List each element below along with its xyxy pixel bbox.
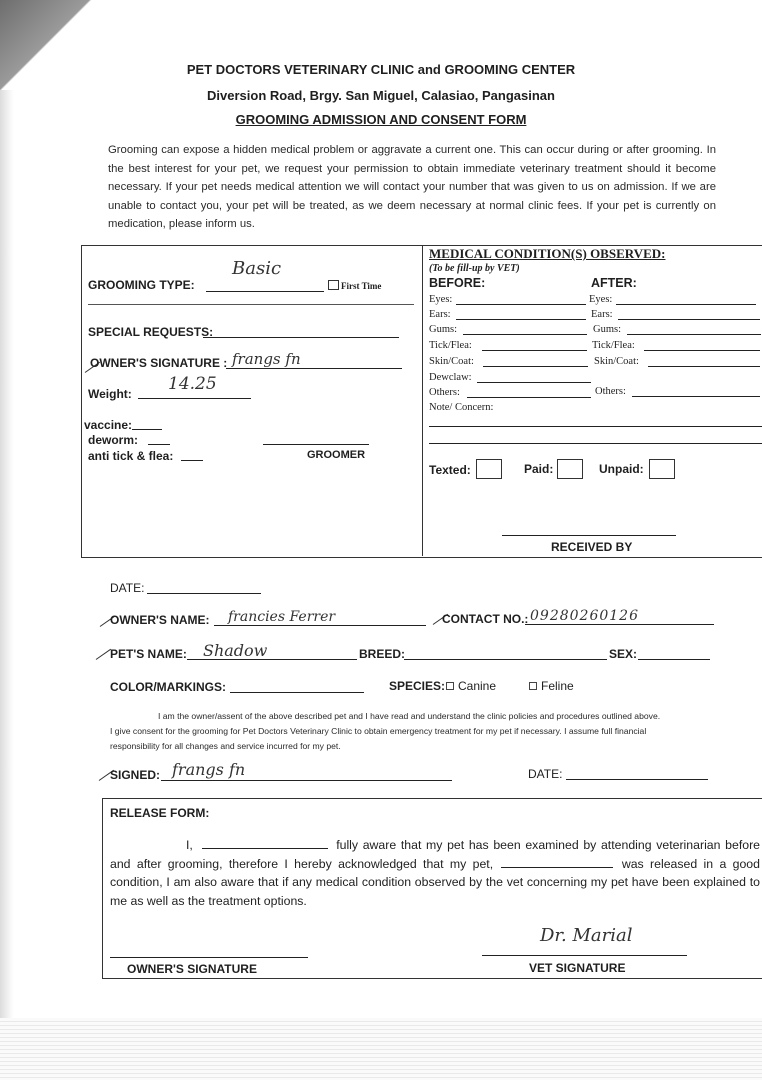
owner-name-label: OWNER'S NAME: <box>110 613 210 627</box>
owner-signature-line <box>226 368 402 369</box>
grooming-type-extra-line <box>88 304 414 305</box>
after-skin-coat-label: Skin/Coat: <box>594 356 639 367</box>
groomer-label: GROOMER <box>307 449 366 461</box>
after-tick-flea-line[interactable] <box>644 350 760 351</box>
before-tick-flea-label: Tick/Flea: <box>429 340 472 351</box>
after-label: AFTER: <box>591 276 637 290</box>
weight-value[interactable]: 14.25 <box>168 374 217 394</box>
consent-paragraph <box>110 709 722 755</box>
after-eyes-line[interactable] <box>616 304 756 305</box>
consent-line-3: responsibility for all changes and service incurred for my pet. <box>110 741 341 752</box>
sex-line[interactable] <box>638 659 710 660</box>
dewclaw-line[interactable] <box>477 382 591 383</box>
scan-bottom-edge <box>0 1018 762 1080</box>
release-owner-signature-line[interactable] <box>110 957 308 958</box>
note-line-1[interactable] <box>429 426 762 427</box>
anti-tick-flea-label: anti tick & flea: <box>88 449 174 463</box>
before-eyes-label: Eyes: <box>429 294 453 305</box>
after-tick-flea-label: Tick/Flea: <box>592 340 635 351</box>
owner-name-value[interactable]: francies Ferrer <box>228 609 336 625</box>
before-skin-coat-line[interactable] <box>483 366 588 367</box>
release-title: RELEASE FORM: <box>110 806 210 820</box>
consent-line-2: I give consent for the grooming for Pet Doctors Veterinary Clinic to obtain emergency treatment for my pet if necessary. I assume full financial <box>110 726 647 737</box>
species-label: SPECIES: <box>389 679 446 693</box>
special-requests-line[interactable] <box>203 337 399 338</box>
vet-signature-label: VET SIGNATURE <box>529 961 626 975</box>
received-by-label: RECEIVED BY <box>551 540 633 554</box>
canine-checkbox[interactable] <box>446 682 454 690</box>
medical-title: MEDICAL CONDITION(S) OBSERVED: <box>429 246 666 261</box>
after-eyes-label: Eyes: <box>589 294 613 305</box>
signed-line <box>161 780 452 781</box>
before-eyes-line[interactable] <box>456 304 586 305</box>
before-others-line[interactable] <box>467 397 591 398</box>
pet-name-value[interactable]: Shadow <box>203 641 268 660</box>
deworm-line[interactable] <box>148 444 170 445</box>
contact-label: CONTACT NO.: <box>442 612 529 626</box>
scan-left-edge <box>0 90 14 1080</box>
consent-date-line[interactable] <box>566 779 708 780</box>
medical-subtitle: (To be fill-up by VET) <box>429 263 520 274</box>
breed-label: BREED: <box>359 647 406 661</box>
note-line-2[interactable] <box>429 443 762 444</box>
after-skin-coat-line[interactable] <box>648 366 760 367</box>
after-others-label: Others: <box>595 386 626 397</box>
clinic-address: Diversion Road, Brgy. San Miguel, Calasiao, Pangasinan <box>207 88 555 103</box>
sex-label: SEX: <box>609 647 638 661</box>
vaccine-label: vaccine: <box>84 418 133 432</box>
release-paragraph <box>110 836 760 911</box>
canine-label: Canine <box>458 679 497 693</box>
groomer-line[interactable] <box>263 444 369 445</box>
clinic-name: PET DOCTORS VETERINARY CLINIC and GROOMING CENTER <box>186 62 576 77</box>
paid-label: Paid: <box>524 462 554 476</box>
before-ears-label: Ears: <box>429 309 451 320</box>
grooming-type-label: GROOMING TYPE: <box>88 278 195 292</box>
first-time-checkbox[interactable] <box>328 280 339 290</box>
release-text-1: fully aware that my pet has been examined by attending veterinarian before and after grooming, therefore I hereby acknowledged that my pet, <box>110 838 761 871</box>
feline-checkbox[interactable] <box>529 682 537 690</box>
color-markings-label: COLOR/MARKINGS: <box>110 680 226 694</box>
feline-option[interactable] <box>529 679 574 693</box>
grooming-type-line <box>206 291 324 292</box>
after-others-line[interactable] <box>632 396 760 397</box>
weight-label: Weight: <box>88 387 132 401</box>
owner-name-line <box>214 625 426 626</box>
note-concern-label: Note/ Concern: <box>429 402 494 413</box>
consent-date-label: DATE: <box>528 767 563 781</box>
contact-value[interactable]: 09280260126 <box>530 608 639 624</box>
first-time-option[interactable] <box>328 280 381 291</box>
first-time-label: First Time <box>341 281 382 291</box>
grooming-type-value[interactable]: Basic <box>232 258 282 279</box>
breed-line[interactable] <box>404 659 607 660</box>
before-label: BEFORE: <box>429 276 486 290</box>
vet-signature-value[interactable]: Dr. Marial <box>540 925 633 946</box>
release-owner-signature-label: OWNER'S SIGNATURE <box>127 962 257 976</box>
feline-label: Feline <box>541 679 574 693</box>
contact-line <box>525 624 714 625</box>
date-line[interactable] <box>147 593 261 594</box>
vaccine-line[interactable] <box>132 429 162 430</box>
intro-paragraph: Grooming can expose a hidden medical problem or aggravate a current one. This can occur during or after grooming. In the best interest for your pet, we request your permission to obtain immediate veterinary treatment should it become necessary. If your pet needs medical attention we will contact your number that was given to us on admission. If we are unable to contact you, your pet will be treated, as we deem necessary at normal clinic fees. If your pet is currently on medication, please inform us. <box>108 144 716 231</box>
received-by-line[interactable] <box>502 535 676 536</box>
vet-signature-line <box>482 955 687 956</box>
form-title: GROOMING ADMISSION AND CONSENT FORM <box>235 112 527 127</box>
color-markings-line[interactable] <box>230 692 364 693</box>
before-gums-line[interactable] <box>463 334 587 335</box>
pet-name-label: PET'S NAME: <box>110 647 187 661</box>
release-owner-name-line[interactable] <box>202 836 328 849</box>
before-others-label: Others: <box>429 387 460 398</box>
signed-value[interactable]: frangs fn <box>172 760 246 779</box>
check-mark <box>96 649 111 660</box>
unpaid-label: Unpaid: <box>599 462 644 476</box>
paid-checkbox[interactable] <box>557 459 583 479</box>
release-i-label: I, <box>186 838 193 852</box>
after-gums-label: Gums: <box>593 324 622 335</box>
before-tick-flea-line[interactable] <box>482 350 587 351</box>
column-divider <box>422 245 423 556</box>
texted-label: Texted: <box>429 463 471 477</box>
special-requests-label: SPECIAL REQUESTS: <box>88 325 214 339</box>
canine-option[interactable] <box>446 679 496 693</box>
signed-label: SIGNED: <box>110 768 161 782</box>
dewclaw-label: Dewclaw: <box>429 372 472 383</box>
after-ears-label: Ears: <box>591 309 613 320</box>
date-label: DATE: <box>110 581 145 595</box>
owner-signature-label: OWNER'S SIGNATURE : <box>90 356 228 370</box>
release-text-2: was released in a good condition, I am also aware that if any medical condition observed by the vet concerning my pet have been explained to me as well as the treatment options. <box>110 856 760 909</box>
before-gums-label: Gums: <box>429 324 458 335</box>
anti-tick-flea-line[interactable] <box>181 460 203 461</box>
texted-checkbox[interactable] <box>476 459 502 479</box>
after-ears-line[interactable] <box>618 319 760 320</box>
before-ears-line[interactable] <box>456 319 586 320</box>
before-skin-coat-label: Skin/Coat: <box>429 356 474 367</box>
weight-line <box>138 398 251 399</box>
owner-signature-value[interactable]: frangs fn <box>232 350 301 368</box>
unpaid-checkbox[interactable] <box>649 459 675 479</box>
release-pet-name-line[interactable] <box>501 855 613 868</box>
scan-shadow <box>0 0 140 95</box>
consent-line-1: I am the owner/assent of the above described pet and I have read and understand the clinic policies and procedures outlined above. <box>158 711 661 721</box>
deworm-label: deworm: <box>88 433 139 447</box>
after-gums-line[interactable] <box>627 334 761 335</box>
